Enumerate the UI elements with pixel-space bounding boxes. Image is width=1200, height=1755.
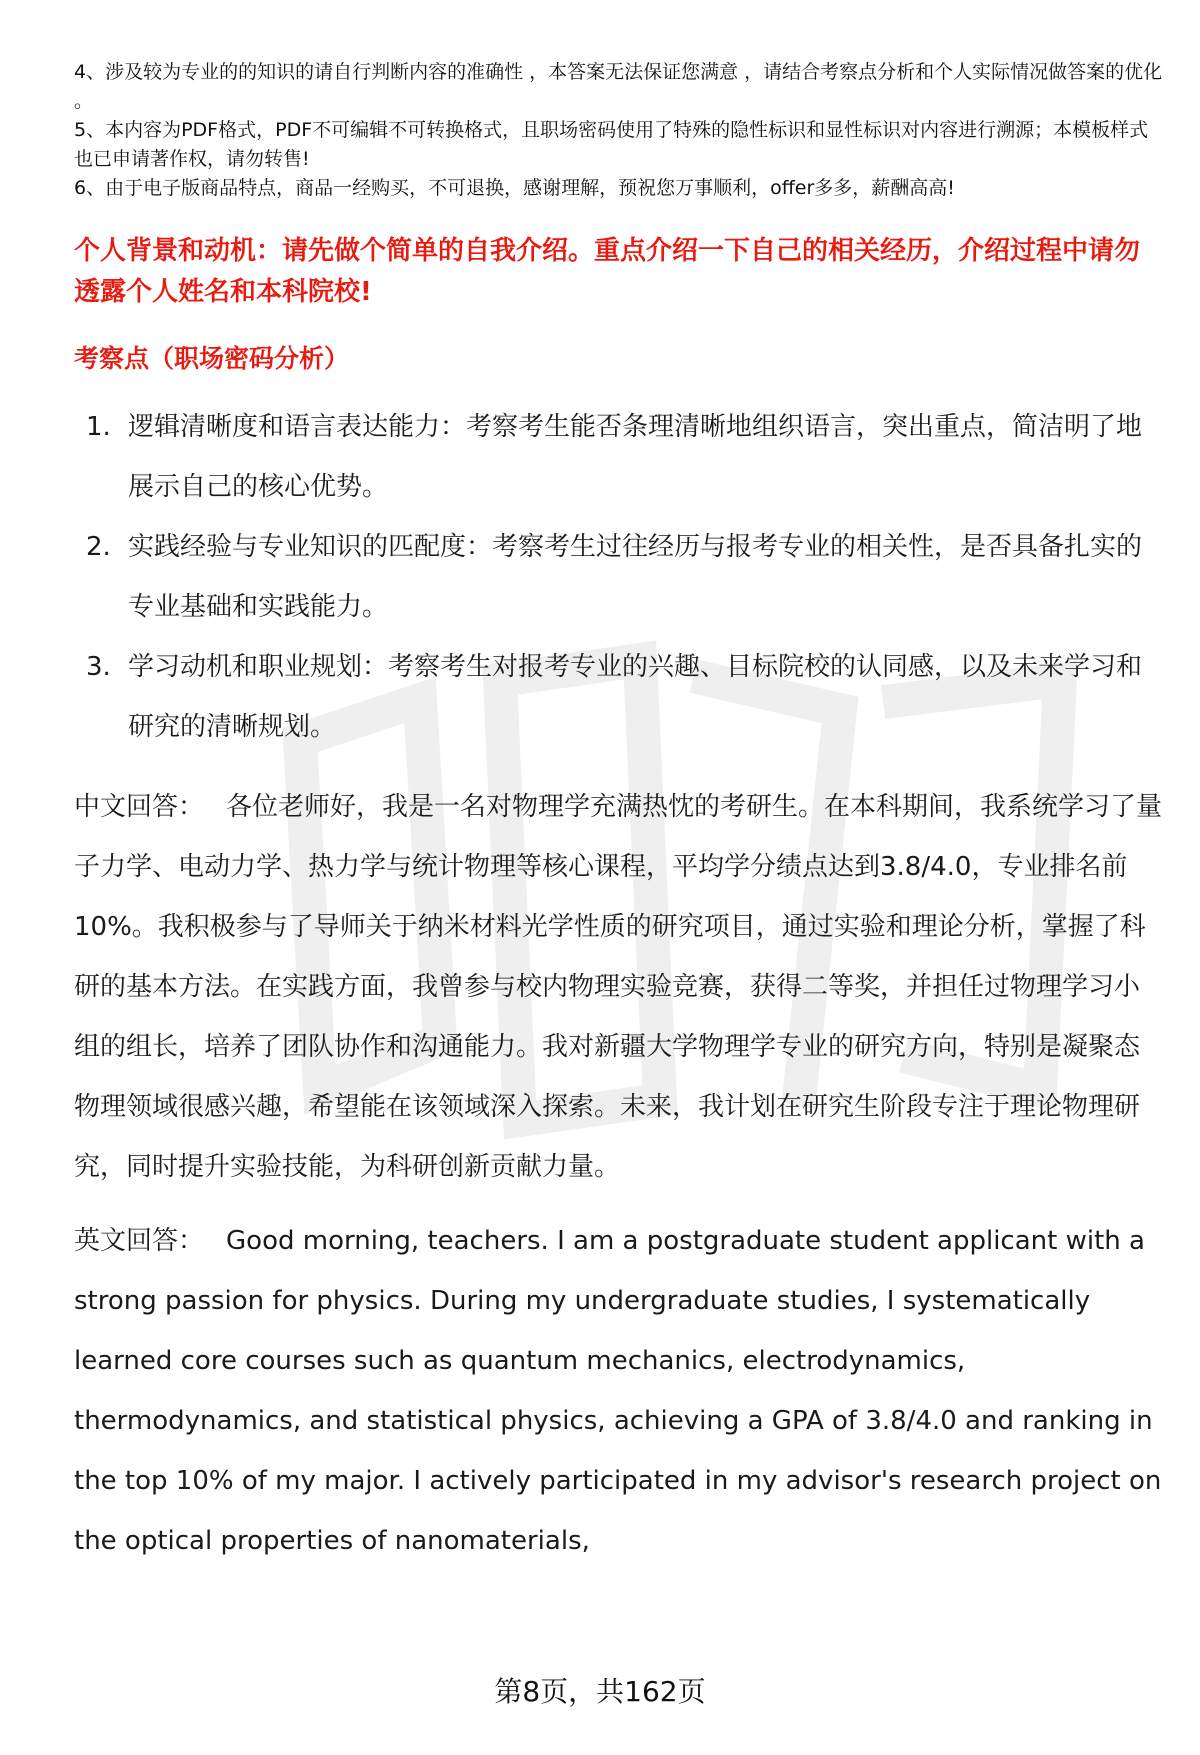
point-number: 2.: [86, 532, 111, 562]
point-number: 1.: [86, 412, 111, 442]
note-4: 4、涉及较为专业的的知识的请自行判断内容的准确性 ，本答案无法保证您满意 ，请结合考察点分析和个人实际情况做答案的优化 。: [74, 61, 1163, 112]
page-content: [74, 58, 1164, 1571]
point-number: 3.: [86, 652, 111, 682]
answer-english: [74, 1211, 1164, 1571]
point-item: [74, 637, 1164, 757]
point-text: 逻辑清晰度和语言表达能力：考察考生能否条理清晰地组织语言，突出重点，简洁明了地展示自己的核心优势。: [128, 412, 1143, 502]
question-heading: 个人背景和动机：请先做个简单的自我介绍。重点介绍一下自己的相关经历，介绍过程中请勿透露个人姓名和本科院校!: [74, 236, 1141, 307]
point-text: 实践经验与专业知识的匹配度：考察考生过往经历与报考专业的相关性，是否具备扎实的专业基础和实践能力。: [128, 532, 1143, 622]
assessment-points: [74, 397, 1164, 757]
answer-chinese-text: 各位老师好，我是一名对物理学充满热忱的考研生。在本科期间，我系统学习了量子力学、电动力学、热力学与统计物理等核心课程，平均学分绩点达到3.8/4.0，专业排名前10%。我积极参与了导师关于纳米材料光学性质的研究项目，通过实验和理论分析，掌握了科研的基本方法。在实践方面，我曾参与校内物理实验竞赛，获得二等奖，并担任过物理学习小组的组长，培养了团队协作和沟通能力。我对新疆大学物理学专业的研究方向，特别是凝聚态物理领域很感兴趣，希望能在该领域深入探索。未来，我计划在研究生阶段专注于理论物理研究，同时提升实验技能，为科研创新贡献力量。: [74, 792, 1163, 1182]
notes-block: [74, 58, 1164, 203]
point-text: 学习动机和职业规划：考察考生对报考专业的兴趣、目标院校的认同感，以及未来学习和研究的清晰规划。: [128, 652, 1143, 742]
note-6: 6、由于电子版商品特点，商品一经购买，不可退换，感谢理解，预祝您万事顺利，offer多多，薪酬高高!: [74, 177, 955, 199]
page-number-footer: 第8页，共162页: [494, 1675, 706, 1708]
note-5: 5、本内容为PDF格式，PDF不可编辑不可转换格式，且职场密码使用了特殊的隐性标识和显性标识对内容进行溯源；本模板样式也已申请著作权，请勿转售!: [74, 119, 1149, 170]
section-title: 考察点（职场密码分析）: [74, 344, 350, 373]
point-item: [74, 397, 1164, 517]
answer-english-text: Good morning, teachers. I am a postgraduate student applicant with a strong passion for physics. During my undergraduate studies, I systematically learned core courses such as quantum mechanics, electrodynamics, thermodynamics, and statistical physics, achieving a GPA of 3.8/4.0 and ranking in the top 10% of my major. I actively participated in my advisor's research project on the optical properties of nanomaterials,: [74, 1226, 1162, 1556]
answer-english-label: 英文回答：: [74, 1226, 205, 1256]
point-item: [74, 517, 1164, 637]
answer-chinese-label: 中文回答：: [74, 792, 205, 822]
answer-chinese: [74, 777, 1164, 1197]
